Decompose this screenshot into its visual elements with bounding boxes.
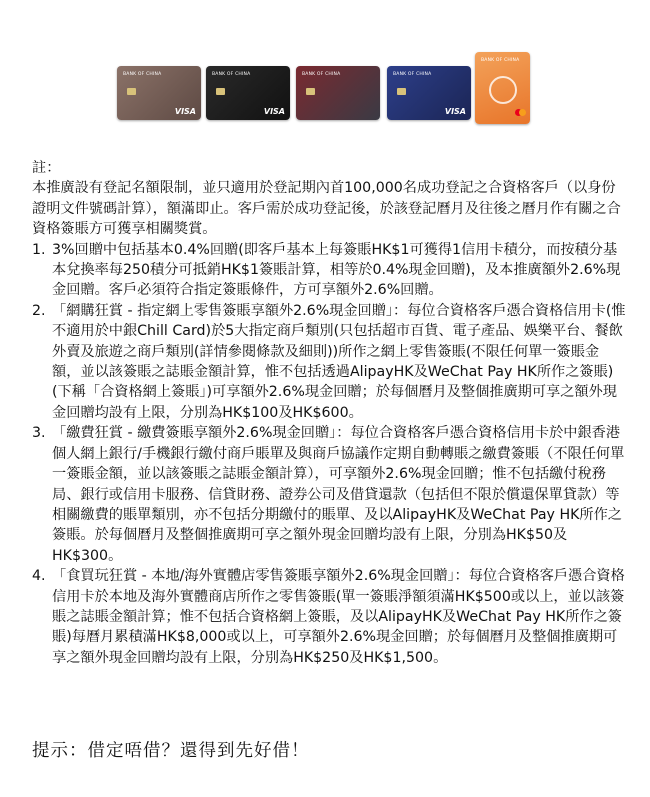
list-item-number: 1. bbox=[32, 241, 46, 258]
card-bank-name: BANK OF CHINA bbox=[393, 72, 432, 77]
card-chip-icon bbox=[216, 88, 225, 95]
list-item-number: 4. bbox=[32, 568, 46, 585]
credit-card-images bbox=[0, 52, 650, 130]
credit-card-image bbox=[117, 66, 201, 120]
credit-card-image bbox=[296, 66, 380, 120]
note-heading: 註： bbox=[32, 160, 61, 176]
list-item-number: 3. bbox=[32, 425, 46, 442]
card-network-logo: VISA bbox=[174, 107, 196, 116]
credit-card-image bbox=[206, 66, 290, 120]
credit-card-image bbox=[387, 66, 471, 120]
card-bank-name: BANK OF CHINA bbox=[302, 72, 341, 77]
list-item bbox=[32, 566, 627, 668]
list-item-text: 3%回贈中包括基本0.4%回贈(即客戶基本上每簽賬HK$1可獲得1信用卡積分，而按積分基本兌換率每250積分可抵銷HK$1簽賬計算，相等於0.4%現金回贈)，及本推廣額外2.6%現金回贈。客戶必須符合指定簽賬條件，方可享額外2.6%回贈。 bbox=[52, 241, 621, 299]
card-bank-name: BANK OF CHINA bbox=[212, 72, 251, 77]
list-item bbox=[32, 240, 627, 301]
terms-notes bbox=[32, 158, 627, 668]
card-network-logo: VISA bbox=[444, 107, 466, 116]
card-network-logo: VISA bbox=[263, 107, 285, 116]
list-item-text: 「食買玩狂賞 - 本地/海外實體店零售簽賬享額外2.6%現金回贈」：每位合資格客戶憑合資格信用卡於本地及海外實體商店所作之零售簽賬(單一簽賬淨額須滿HK$500或以上，並以該簽賬之誌賬金額計算；惟不包括合資格網上簽賬，及以AlipayHK及WeChat Pay HK所作之簽賬)每曆月累積滿HK$8,000或以上，可享額外2.6%現金回贈；於每個曆月及整個推廣期可享之額外現金回贈均設有上限，分別為HK$250及HK$1,500。 bbox=[52, 568, 625, 666]
warning-tip: 提示：借定唔借？還得到先好借！ bbox=[32, 741, 310, 761]
list-item-text: 「網購狂賞 - 指定網上零售簽賬享額外2.6%現金回贈」：每位合資格客戶憑合資格信用卡(惟不適用於中銀Chill Card)於5大指定商戶類別(只包括超市百貨、電子產品、娛樂平台、餐飲外賣及旅遊之商戶類別(詳情參閱條款及細則))所作之網上零售簽賬(不限任何單一簽賬金額，並以該簽賬之誌賬金額計算，惟不包括透過AlipayHK及WeChat Pay HK所作之簽賬)(下稱「合資格網上簽賬」)可享額外2.6%現金回贈；於每個曆月及整個推廣期可享之額外現金回贈均設有上限，分別為HK$100及HK$600。 bbox=[52, 302, 626, 421]
note-list bbox=[32, 240, 627, 669]
note-intro: 本推廣設有登記名額限制，並只適用於登記期內首100,000名成功登記之合資格客戶（以身份證明文件號碼計算），額滿即止。客戶需於成功登記後，於該登記曆月及往後之曆月作有關之合資格簽賬方可獲享相關獎賞。 bbox=[32, 180, 621, 238]
card-chip-icon bbox=[127, 88, 136, 95]
card-chip-icon bbox=[397, 88, 406, 95]
list-item bbox=[32, 423, 627, 566]
mascot-icon bbox=[489, 76, 517, 104]
list-item-text: 「繳費狂賞 - 繳費簽賬享額外2.6%現金回贈」：每位合資格客戶憑合資格信用卡於中銀香港個人網上銀行/手機銀行繳付商戶賬單及與商戶協議作定期自動轉賬之繳費簽賬（不限任何單一簽賬金額，並以該簽賬之誌賬金額計算），可享額外2.6%現金回贈；惟不包括繳付稅務局、銀行或信用卡服務、信貸財務、證券公司及借貸還款（包括但不限於償還保單貸款）等相關繳費的賬單類別，亦不包括分期繳付的賬單、及以AlipayHK及WeChat Pay HK所作之簽賬。於每個曆月及整個推廣期可享之額外現金回贈均設有上限，分別為HK$50及HK$300。 bbox=[52, 425, 625, 564]
mastercard-logo-icon bbox=[515, 101, 526, 120]
card-chip-icon bbox=[306, 88, 315, 95]
card-bank-name: BANK OF CHINA bbox=[481, 58, 520, 63]
list-item bbox=[32, 301, 627, 423]
list-item-number: 2. bbox=[32, 302, 46, 319]
credit-card-image-chill bbox=[475, 52, 530, 124]
card-bank-name: BANK OF CHINA bbox=[123, 72, 162, 77]
